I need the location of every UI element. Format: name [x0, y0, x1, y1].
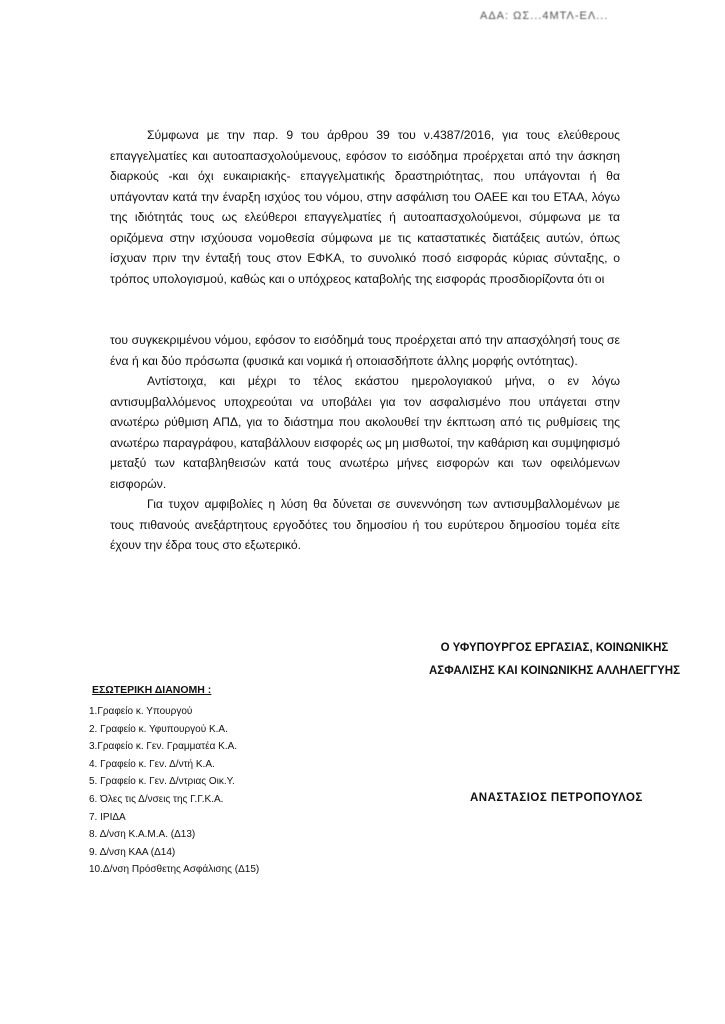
distribution-item: 6. Όλες τις Δ/νσεις της Γ.Γ.Κ.Α. [89, 793, 224, 805]
distribution-item: 10.Δ/νση Πρόσθετης Ασφάλισης (Δ15) [89, 864, 260, 876]
distribution-item: 1.Γραφείο κ. Υπουργού [89, 706, 193, 717]
body-paragraph-1: Σύμφωνα με την παρ. 9 του άρθρου 39 του ν.4387/2016, για τους ελεύθερους επαγγελματίες και αυτοαπασχολούμενους, εφόσον το εισόδημα προέρχεται από την άσκηση διαρκούς -και όχι ευκαιριακής- επαγγελματικής δραστηριότητας, που υπάγονται ή θα υπάγονταν κατά την έναρξη ισχύος του νόμου, στην ασφάλιση του ΟΑΕΕ και του ΕΤΑΑ, λόγω της ιδιότητάς τους ως ελεύθεροι επαγγελματίες ή αυτοαπασχολούμενοι, σύμφωνα με τα οριζόμενα στην ισχύουσα νομοθεσία σύμφωνα με τις καταστατικές διατάξεις αυτών, όπως ίσχυαν πριν την ένταξή τους στον ΕΦΚΑ, το συνολικό ποσό εισφοράς κύριας σύνταξης, ο τρόπος υπολογισμού, καθώς και ο υπόχρεος καταβολής της εισφοράς προσδιορίζοντα ότι οι [110, 128, 620, 286]
body-section-2 [110, 330, 620, 556]
signatory-title-line-1: Ο ΥΦΥΠΟΥΡΓΟΣ ΕΡΓΑΣΙΑΣ, ΚΟΙΝΩΝΙΚΗΣ [440, 642, 669, 654]
distribution-item: 8. Δ/νση Κ.Α.Μ.Α. (Δ13) [89, 829, 196, 841]
signatory-title-line-2: ΑΣΦΑΛΙΣΗΣ ΚΑΙ ΚΟΙΝΩΝΙΚΗΣ ΑΛΛΗΛΕΓΓΥΗΣ [428, 665, 681, 677]
signatory-name: ΑΝΑΣΤΑΣΙΟΣ ΠΕΤΡΟΠΟΥΛΟΣ [470, 792, 643, 804]
distribution-item: 7. ΙΡΙΔΑ [89, 811, 126, 823]
signatory-title [412, 637, 697, 683]
distribution-item: 5. Γραφείο κ. Γεν. Δ/ντριας Οικ.Υ. [89, 776, 235, 788]
document-reference: ΑΔΑ: ΩΣ...4ΜΤΛ-ΕΛ... [480, 10, 609, 22]
distribution-item: 2. Γραφείο κ. Υφυπουργού Κ.Α. [89, 723, 228, 735]
distribution-heading: ΕΣΩΤΕΡΙΚΗ ΔΙΑΝΟΜΗ : [92, 684, 212, 696]
distribution-list [89, 703, 259, 879]
body-paragraph-3: Αντίστοιχα, και μέχρι το τέλος εκάστου ημερολογιακού μήνα, ο εν λόγω αντισυμβαλλόμενος υποχρεούται να υποβάλει για τον ασφαλισμένο που υπάγεται στην ανωτέρω ρύθμιση ΑΠΔ, για το διάστημα που ακολουθεί την έκπτωση από τις ρυθμίσεις της ανωτέρω παραγράφου, καταβάλλουν εισφορές ως μη μισθωτοί, την καθάριση και συμψηφισμό μεταξύ των καταβληθεισών κατά τους ανωτέρω μήνες εισφορών και των οφειλόμενων εισφορών. [110, 374, 620, 491]
distribution-item: 9. Δ/νση ΚΑΑ (Δ14) [89, 846, 176, 858]
body-paragraph-2: του συγκεκριμένου νόμου, εφόσον το εισόδημά τους προέρχεται από την απασχόλησή τους σε ένα ή και δύο πρόσωπα (φυσικά και νομικά ή οποιασδήποτε άλλης μορφής οντότητας). [110, 333, 620, 368]
body-section-1 [110, 125, 620, 289]
distribution-item: 3.Γραφείο κ. Γεν. Γραμματέα Κ.Α. [89, 741, 238, 753]
body-paragraph-4: Για τυχον αμφιβολίες η λύση θα δύνεται σε συνεννόηση των αντισυμβαλλομένων με τους πιθανούς ανεξάρτητους εργοδότες του δημοσίου ή του ευρύτερου δημοσίου τομέα είτε έχουν την έδρα τους στο εξωτερικό. [110, 497, 620, 552]
distribution-item: 4. Γραφείο κ. Γεν. Δ/ντή Κ.Α. [89, 758, 215, 770]
